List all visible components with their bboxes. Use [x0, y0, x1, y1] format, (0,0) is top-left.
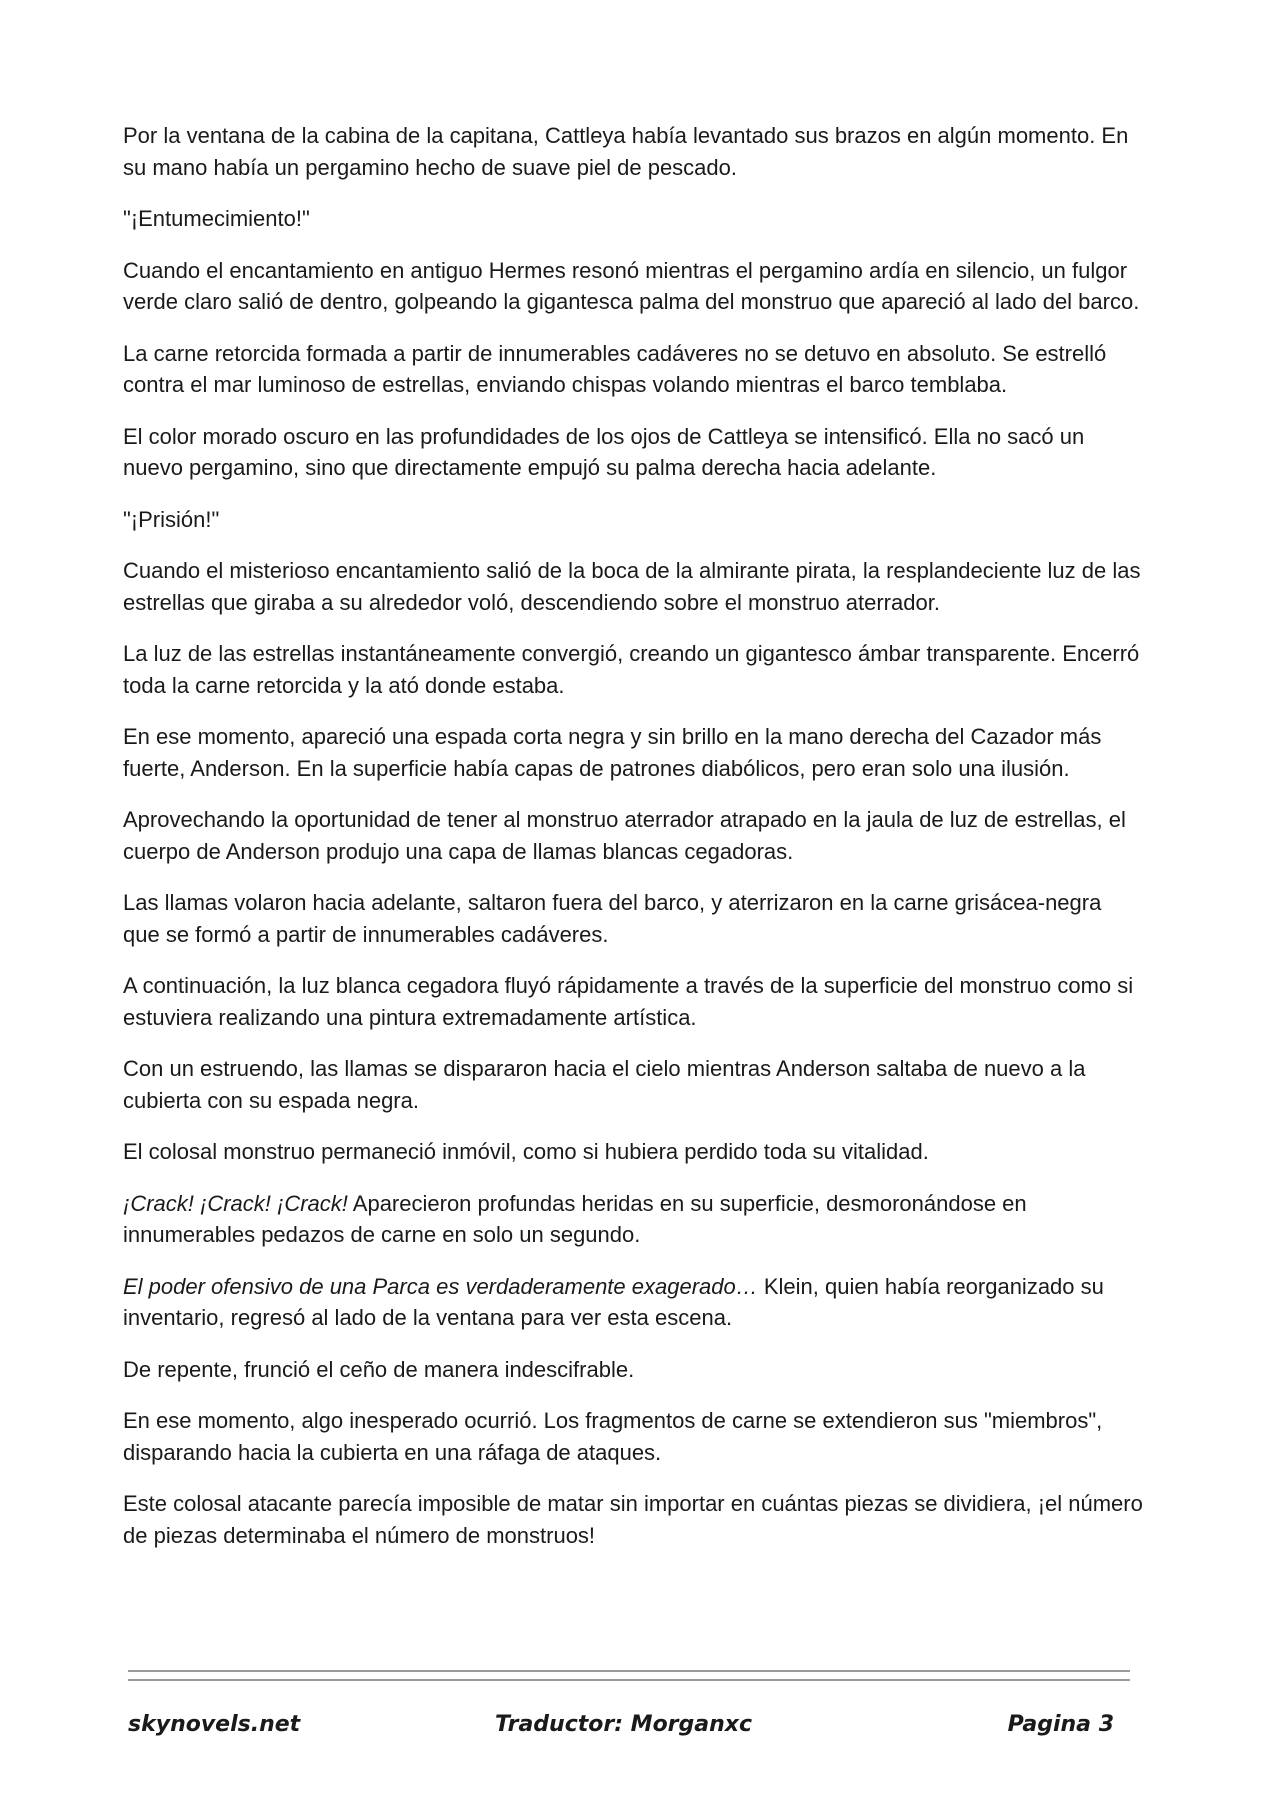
paragraph	[123, 1405, 1143, 1468]
paragraph	[123, 1354, 1143, 1386]
paragraph	[123, 203, 1143, 235]
paragraph-text: De repente, frunció el ceño de manera indescifrable.	[123, 1356, 635, 1382]
paragraph-text: La carne retorcida formada a partir de innumerables cadáveres no se detuvo en absoluto. Se estrelló contra el mar luminoso de estrellas, enviando chispas volando mientras el barco temblaba.	[123, 340, 1107, 397]
footer-site: skynovels.net	[128, 1712, 301, 1737]
paragraph-text: "¡Prisión!"	[123, 506, 220, 532]
paragraph-text: El colosal monstruo permaneció inmóvil, como si hubiera perdido toda su vitalidad.	[123, 1139, 929, 1164]
paragraph	[123, 887, 1143, 950]
paragraph	[123, 338, 1143, 401]
paragraph	[123, 638, 1143, 701]
paragraph-text: Con un estruendo, las llamas se dispararon hacia el cielo mientras Anderson saltaba de nuevo a la cubierta con su espada negra.	[123, 1056, 1086, 1113]
paragraph-text: "¡Entumecimiento!"	[123, 206, 310, 231]
paragraph-text: Las llamas volaron hacia adelante, saltaron fuera del barco, y aterrizaron en la carne grisácea-negra que se formó a partir de innumerables cadáveres.	[123, 890, 1102, 947]
paragraph-text: La luz de las estrellas instantáneamente convergió, creando un gigantesco ámbar transparente. Encerró toda la carne retorcida y la ató donde estaba.	[123, 641, 1140, 698]
footer-page-number: Pagina 3	[1007, 1712, 1114, 1737]
paragraph	[123, 1188, 1143, 1251]
paragraph-text: En ese momento, algo inesperado ocurrió. Los fragmentos de carne se extendieron sus "miembros", disparando hacia la cubierta en una ráfaga de ataques.	[123, 1408, 1103, 1465]
paragraph-text: Aprovechando la oportunidad de tener al monstruo aterrador atrapado en la jaula de luz de estrellas, el cuerpo de Anderson produjo una capa de llamas blancas cegadoras.	[123, 807, 1126, 864]
paragraph-text: Cuando el misterioso encantamiento salió de la boca de la almirante pirata, la resplandeciente luz de las estrellas que giraba a su alrededor voló, descendiendo sobre el monstruo aterrador.	[123, 558, 1141, 615]
paragraph	[123, 970, 1143, 1033]
paragraph	[123, 1488, 1143, 1551]
paragraph-italic-text: El poder ofensivo de una Parca es verdaderamente exagerado…	[123, 1273, 758, 1299]
paragraph	[123, 721, 1143, 784]
paragraph	[123, 255, 1143, 318]
paragraph	[123, 504, 1143, 536]
footer-divider-bottom	[128, 1679, 1130, 1681]
paragraph-text: Klein, quien había reorganizado su inventario, regresó al lado de la ventana para ver esta escena.	[123, 1273, 1104, 1330]
paragraph	[123, 1053, 1143, 1116]
paragraph	[123, 1271, 1143, 1334]
paragraph	[123, 1136, 1143, 1168]
paragraph	[123, 421, 1143, 484]
paragraph	[123, 555, 1143, 618]
document-body	[123, 120, 1143, 1571]
paragraph-text: Aparecieron profundas heridas en su superficie, desmoronándose en innumerables pedazos de carne en solo un segundo.	[123, 1190, 1027, 1247]
paragraph-text: Cuando el encantamiento en antiguo Hermes resonó mientras el pergamino ardía en silencio, un fulgor verde claro salió de dentro, golpeando la gigantesca palma del monstruo que apareció al lado del barco.	[123, 257, 1140, 314]
paragraph-text: Este colosal atacante parecía imposible de matar sin importar en cuántas piezas se dividiera, ¡el número de piezas determinaba el número de monstruos!	[123, 1491, 1143, 1548]
paragraph	[123, 120, 1143, 183]
paragraph-text: En ese momento, apareció una espada corta negra y sin brillo en la mano derecha del Cazador más fuerte, Anderson. En la superficie había capas de patrones diabólicos, pero eran solo una ilusión.	[123, 724, 1102, 781]
paragraph	[123, 804, 1143, 867]
footer-translator: Traductor: Morganxc	[495, 1712, 753, 1737]
paragraph-italic-text: ¡Crack! ¡Crack! ¡Crack!	[123, 1190, 348, 1216]
footer-divider-top	[128, 1670, 1130, 1672]
paragraph-text: El color morado oscuro en las profundidades de los ojos de Cattleya se intensificó. Ella no sacó un nuevo pergamino, sino que directamente empujó su palma derecha hacia adelante.	[123, 423, 1085, 480]
paragraph-text: A continuación, la luz blanca cegadora fluyó rápidamente a través de la superficie del monstruo como si estuviera realizando una pintura extremadamente artística.	[123, 973, 1134, 1030]
page-footer	[128, 1712, 1130, 1748]
paragraph-text: Por la ventana de la cabina de la capitana, Cattleya había levantado sus brazos en algún momento. En su mano había un pergamino hecho de suave piel de pescado.	[123, 123, 1129, 180]
